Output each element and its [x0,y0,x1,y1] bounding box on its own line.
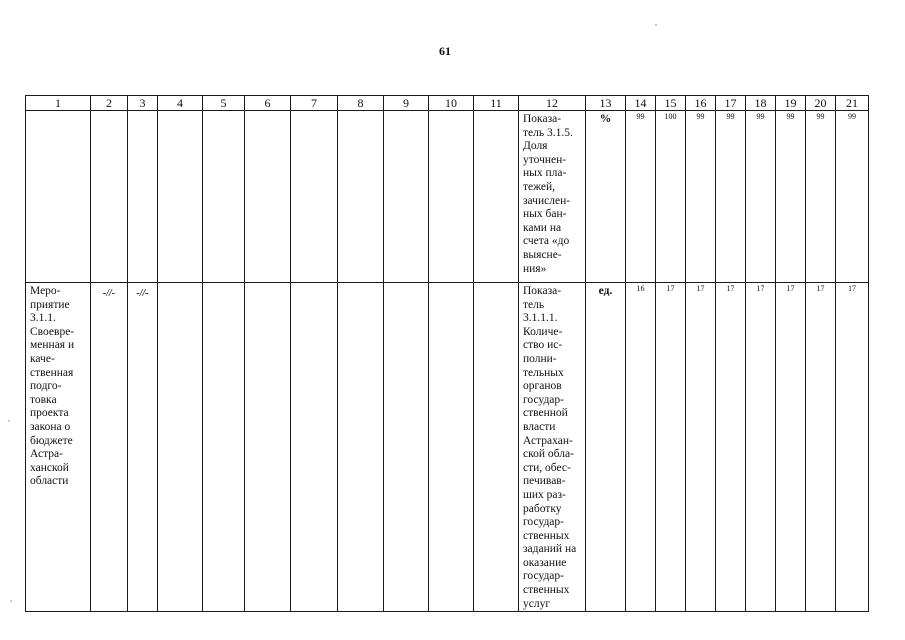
header-cell: 18 [746,96,776,111]
header-cell: 19 [776,96,806,111]
page-number: 61 [439,44,451,58]
value-cell [836,283,869,612]
header-cell: 8 [338,96,384,111]
value-cell [626,283,656,612]
header-cell: 20 [806,96,836,111]
indicator-text: Показа- тель 3.1.5. Доля уточнен- ных пла- тежей, зачислен- ных бан- ками на счета «до выясне- ния» [523,113,573,275]
value-cell [776,111,806,283]
value-text: 17 [816,284,825,293]
value-cell [626,111,656,283]
value-cell [806,111,836,283]
unit-text: ед. [598,285,613,297]
value-cell [746,283,776,612]
unit-cell [586,111,626,283]
table-cell [384,111,429,283]
value-text: 16 [636,284,645,293]
value-cell [656,111,686,283]
header-cell: 5 [203,96,245,111]
header-cell: 4 [158,96,203,111]
header-cell: 9 [384,96,429,111]
scan-speck [655,24,657,26]
measure-cell [26,283,91,612]
table-cell [245,283,291,612]
value-text: 99 [726,112,735,121]
table-cell [245,111,291,283]
value-cell [716,283,746,612]
value-text: 99 [696,112,705,121]
table-cell [384,283,429,612]
header-cell: 1 [26,96,91,111]
header-cell: 16 [686,96,716,111]
value-cell [836,111,869,283]
value-text: 100 [664,112,677,121]
table-cell [338,283,384,612]
ditto-mark [91,111,127,116]
value-text: 99 [786,112,795,121]
measure-cell [26,111,91,283]
header-cell: 21 [836,96,869,111]
table-row [26,111,869,283]
header-row [26,96,869,111]
table-cell [158,283,203,612]
table-cell [91,111,128,283]
header-cell: 13 [586,96,626,111]
header-cell: 7 [291,96,338,111]
value-text: 99 [636,112,645,121]
header-cell: 15 [656,96,686,111]
value-text: 99 [816,112,825,121]
header-cell: 2 [91,96,128,111]
indicator-cell [519,111,586,283]
header-cell: 17 [716,96,746,111]
header-cell: 12 [519,96,586,111]
table-row [26,283,869,612]
scan-speck [10,600,12,602]
value-text: 17 [666,284,675,293]
value-cell [806,283,836,612]
table-cell [203,111,245,283]
table-cell [91,283,128,612]
header-cell: 14 [626,96,656,111]
ditto-mark: -//- [102,288,116,299]
indicator-text: Показа- тель 3.1.1.1. Количе- ство ис- полни- тельных органов государ- ственной власти Астрахан- ской обла- сти, обес- печивав- ших раз- работку государ- ственных заданий на оказание государ- ственных услуг [523,285,577,610]
measure-text: Меро- приятие 3.1.1. Своевре- менная и каче- ственная подго- товка проекта закона о бюджете Астра- ханской области [30,285,75,488]
value-text: 17 [756,284,765,293]
table-cell [474,283,519,612]
value-cell [686,111,716,283]
table-cell [203,283,245,612]
value-text: 17 [696,284,705,293]
measure-text [26,111,90,113]
table-cell [158,111,203,283]
ditto-mark [128,111,157,116]
table-cell [291,283,338,612]
value-text: 99 [848,112,856,121]
value-cell [656,283,686,612]
table-cell [474,111,519,283]
value-cell [716,111,746,283]
header-cell: 10 [429,96,474,111]
header-cell: 3 [128,96,158,111]
table-cell [291,111,338,283]
value-cell [776,283,806,612]
unit-text: % [599,113,612,125]
table-cell [128,283,158,612]
table-cell [429,283,474,612]
value-text: 17 [726,284,735,293]
value-text: 17 [786,284,795,293]
scan-speck [8,420,10,422]
value-text: 99 [756,112,765,121]
ditto-mark: -//- [136,288,149,299]
data-table [25,95,869,612]
table-cell [429,111,474,283]
header-cell: 6 [245,96,291,111]
table-cell [338,111,384,283]
indicator-cell [519,283,586,612]
value-cell [746,111,776,283]
value-text: 17 [848,284,856,293]
table-cell [128,111,158,283]
unit-cell [586,283,626,612]
value-cell [686,283,716,612]
header-cell: 11 [474,96,519,111]
